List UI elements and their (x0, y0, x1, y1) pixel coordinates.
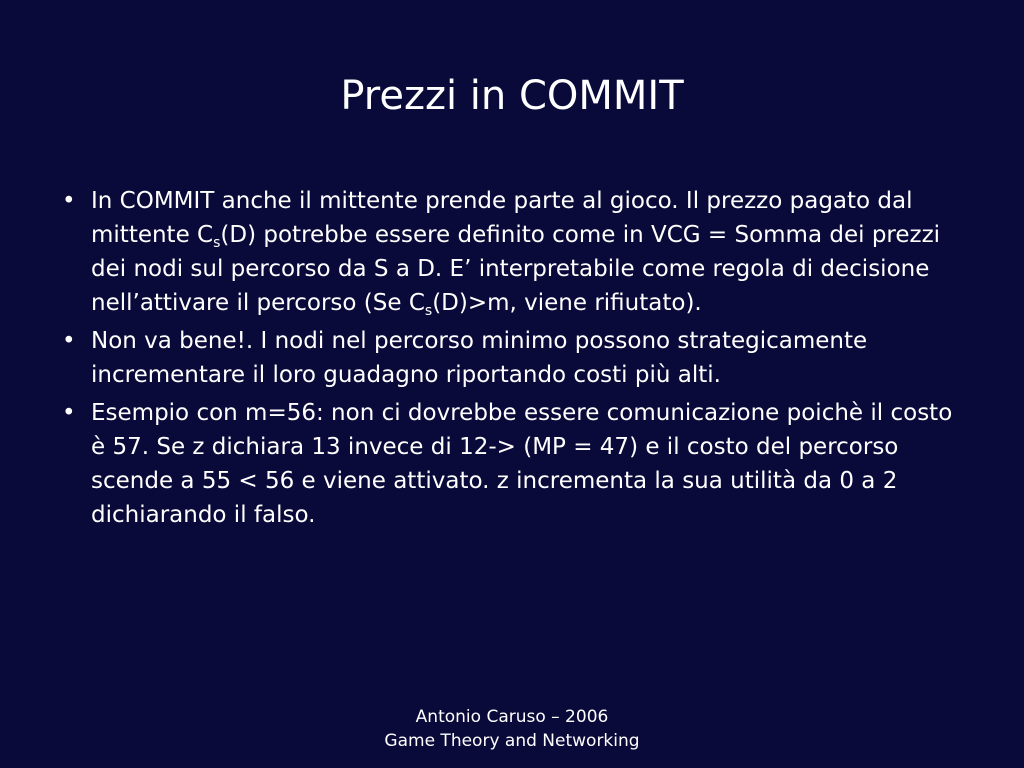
bullet-text-segment: (D) potrebbe essere definito come in VCG = Somma dei prezzi dei nodi sul percorso da S a D. E’ interpretabile come regola di decisione nell’attivare il percorso (Se C (91, 222, 941, 316)
subscript-text: s (213, 235, 221, 251)
bullet-text-segment: Esempio con m=56: non ci dovrebbe essere comunicazione poichè il costo è 57. Se z dichiara 13 invece di 12-> (MP = 47) e il costo del percorso scende a 55 < 56 e viene attivato. z incrementa la sua utilità da 0 a 2 dichiarando il falso. (91, 400, 953, 528)
bullet-item (62, 396, 967, 532)
subscript-text: s (424, 303, 433, 319)
footer-author: Antonio Caruso – 2006 (415, 707, 609, 727)
footer-course: Game Theory and Networking (384, 731, 640, 751)
bullet-marker: • (62, 400, 76, 426)
slide-title: Prezzi in COMMIT (340, 73, 684, 119)
slide-footer (0, 705, 1024, 753)
bullet-text-segment: In COMMIT anche il mittente prende parte al gioco. Il prezzo pagato dal mittente C (91, 188, 913, 248)
bullet-marker: • (62, 188, 76, 214)
bullet-marker: • (62, 328, 76, 354)
bullet-item (62, 324, 967, 392)
bullet-text-segment: Non va bene!. I nodi nel percorso minimo possono strategicamente incrementare il loro guadagno riportando costi più alti. (91, 328, 868, 388)
bullet-text-segment: (D)>m, viene rifiutato). (432, 290, 702, 316)
bullet-list (62, 184, 967, 536)
bullet-item (62, 184, 967, 320)
